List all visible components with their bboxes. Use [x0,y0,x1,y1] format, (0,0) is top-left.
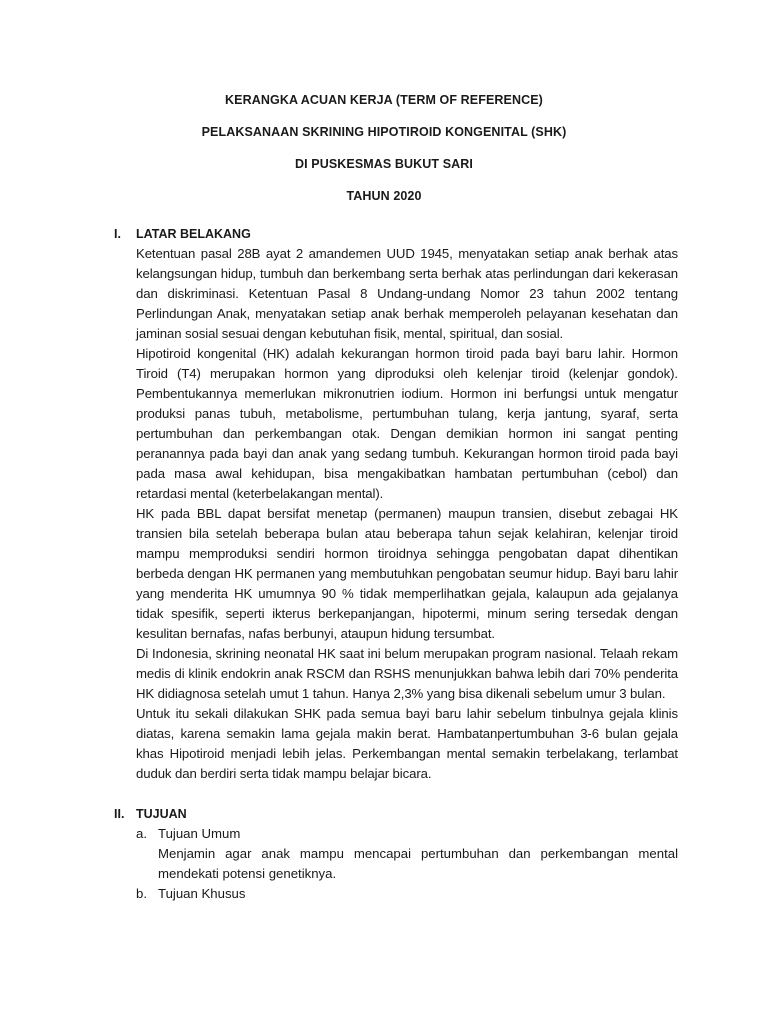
list-item-tujuan-umum [136,824,678,844]
title-line-1: KERANGKA ACUAN KERJA (TERM OF REFERENCE) [225,93,543,107]
section-title: LATAR BELAKANG [136,227,251,241]
list-label: Tujuan Umum [158,826,241,841]
section-title: TUJUAN [136,807,187,821]
section-heading [114,224,678,244]
section-body [136,244,678,784]
section-number: I. [114,227,121,241]
paragraph: Hipotiroid kongenital (HK) adalah kekurangan hormon tiroid pada bayi baru lahir. Hormon Tiroid (T4) merupakan hormon yang diproduksi oleh kelenjar tiroid (kelenjar gondok). Pembentukannya memerlukan mikronutrien iodium. Hormon ini berfungsi untuk mengatur produksi panas tubuh, metabolisme, pertumbuhan tulang, kerja jantung, syaraf, serta pertumbuhan dan perkembangan otak. Dengan demikian hormon ini sangat penting peranannya pada bayi dan anak yang sedang tumbuh. Kekurangan hormon tiroid pada bayi pada masa awal kehidupan, bisa mengakibatkan hambatan pertumbuhan (cebol) dan retardasi mental (keterbelakangan mental). [136,346,678,501]
paragraph: Untuk itu sekali dilakukan SHK pada semua bayi baru lahir sebelum tinbulnya gejala klinis diatas, karena semakin lama gejala makin berat. Hambatanpertumbuhan 3-6 bulan gejala khas Hipotiroid menjadi lebih jelas. Perkembangan mental semakin terbelakang, terlambat duduk dan berdiri serta tidak mampu belajar bicara. [136,706,678,781]
paragraph: Di Indonesia, skrining neonatal HK saat ini belum merupakan program nasional. Telaah rekam medis di klinik endokrin anak RSCM dan RSHS menunjukkan bahwa lebih dari 70% penderita HK didiagnosa setelah umut 1 tahun. Hanya 2,3% yang bisa dikenali sebelum umur 3 bulan. [136,646,678,701]
document-titles [0,92,768,220]
section-tujuan [114,804,678,904]
section-heading [114,804,678,824]
list-letter: a. [136,826,147,841]
paragraph: HK pada BBL dapat bersifat menetap (permanen) maupun transien, disebut zebagai HK transien bila setelah beberapa bulan atau beberapa tahun sejak kelahiran, kelenjar tiroid mampu memproduksi sendiri hormon tiroidnya sehingga pengobatan dapat dihentikan berbeda dengan HK permanen yang membutuhkan pengobatan seumur hidup. Bayi baru lahir yang menderita HK umumnya 90 % tidak memperlihatkan gejala, kalaupun ada gejalanya tidak spesifik, seperti ikterus berkepanjangan, hipotermi, minum sering tersedak dengan kesulitan bernafas, nafas berbunyi, ataupun hidung tersumbat. [136,506,678,641]
paragraph: Ketentuan pasal 28B ayat 2 amandemen UUD 1945, menyatakan setiap anak berhak atas kelangsungan hidup, tumbuh dan berkembang serta berhak atas perlindungan dari kekerasan dan diskriminasi. Ketentuan Pasal 8 Undang-undang Nomor 23 tahun 2002 tentang Perlindungan Anak, menyatakan setiap anak berhak memperoleh pelayanan kesehatan dan jaminan sosial sesuai dengan kebutuhan fisik, mental, spiritual, dan sosial. [136,246,678,341]
section-latar-belakang [114,224,678,784]
list-letter: b. [136,886,147,901]
section-body [136,824,678,904]
list-description: Menjamin agar anak mampu mencapai pertumbuhan dan perkembangan mental mendekati potensi genetiknya. [158,846,678,881]
title-line-3: DI PUSKESMAS BUKUT SARI [294,157,473,171]
list-label: Tujuan Khusus [158,886,246,901]
title-line-2: PELAKSANAAN SKRINING HIPOTIROID KONGENITAL (SHK) [201,125,567,139]
list-item-tujuan-khusus [136,884,678,904]
title-line-4: TAHUN 2020 [346,189,422,203]
section-number: II. [114,807,125,821]
